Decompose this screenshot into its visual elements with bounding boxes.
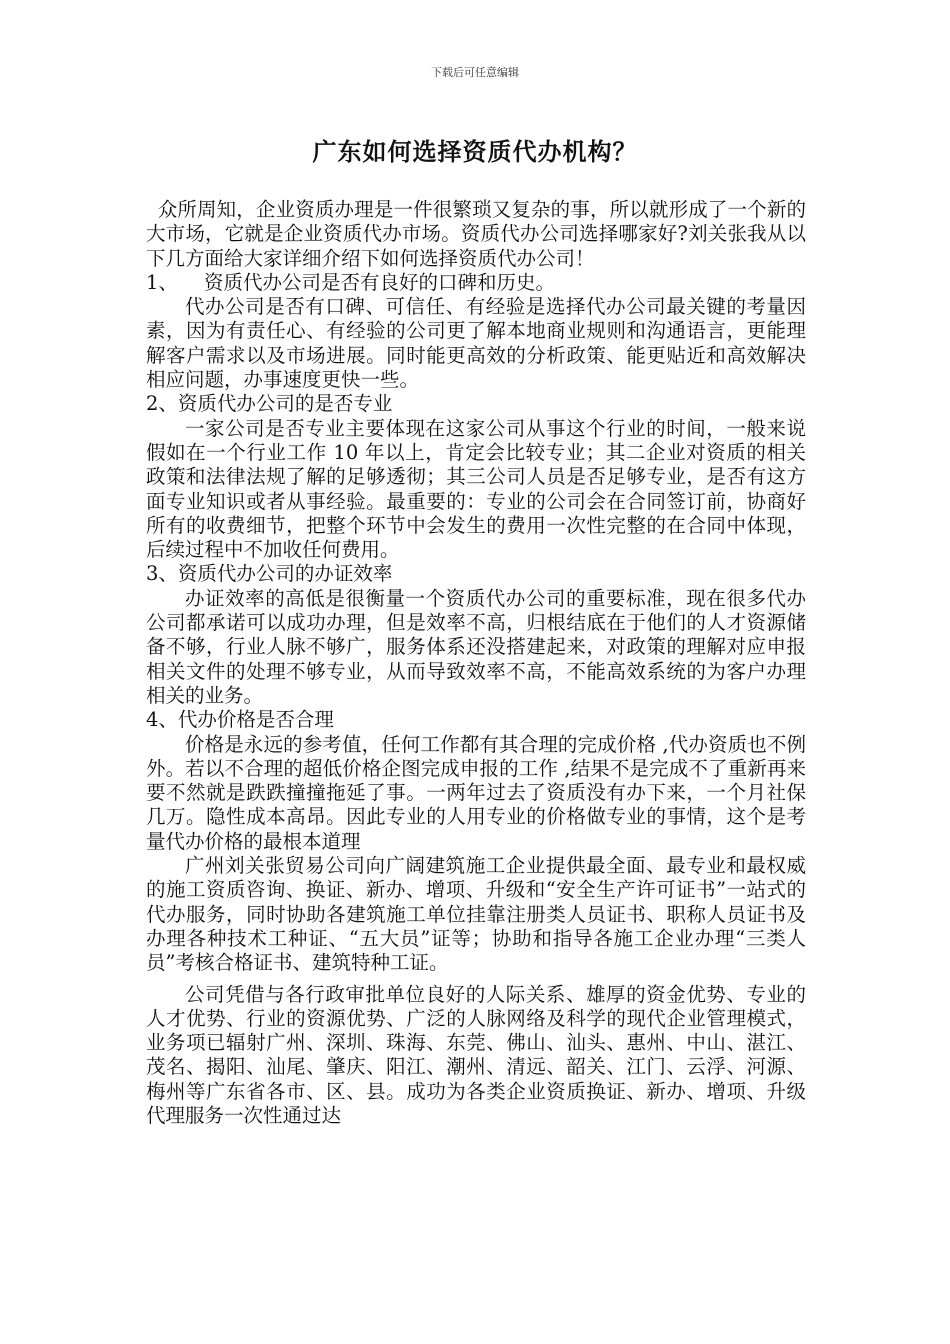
section-body-4: 价格是永远的参考值，任何工作都有其合理的完成价格 ,代办资质也不例外。若以不合理的超低价格企图完成申报的工作 ,结果不是完成不了重新再来要不然就是跌跌撞撞拖延了事。一两年过去了资质没有办下来，一个月社保几万。隐性成本高昂。因此专业的人用专业的价格做专业的事情，这个是考量代办价格的最根本道理 <box>146 732 806 853</box>
document-body <box>146 198 806 1128</box>
section-number: 1、 <box>146 270 178 294</box>
document-title: 广东如何选择资质代办机构？ <box>312 137 638 166</box>
section-heading-text: 资质代办公司是否有良好的口碑和历史。 <box>204 270 556 294</box>
intro-paragraph: 众所周知，企业资质办理是一件很繁琐又复杂的事，所以就形成了一个新的大市场，它就是企业资质代办市场。资质代办公司选择哪家好?刘关张我从以下几方面给大家详细介绍下如何选择资质代办公司！ <box>146 198 806 270</box>
section-body-2: 一家公司是否专业主要体现在这家公司从事这个行业的时间，一般来说假如在一个行业工作 10 年以上，肯定会比较专业；其二企业对资质的相关政策和法律法规了解的足够透彻；其三公司人员是否足够专业，是否有这方面专业知识或者从事经验。最重要的：专业的公司会在合同签订前，协商好所有的收费细节，把整个环节中会发生的费用一次性完整的在合同中体现，后续过程中不加收任何费用。 <box>146 416 806 562</box>
section-body-3: 办证效率的高低是很衡量一个资质代办公司的重要标准，现在很多代办公司都承诺可以成功办理，但是效率不高，归根结底在于他们的人才资源储备不够，行业人脉不够广，服务体系还没搭建起来，对政策的理解对应申报相关文件的处理不够专业，从而导致效率不高，不能高效系统的为客户办理相关的业务。 <box>146 586 806 707</box>
section-heading-3 <box>146 562 806 586</box>
section-heading-4 <box>146 708 806 732</box>
section-number: 4、 <box>146 708 178 732</box>
section-number: 3、 <box>146 562 178 586</box>
section-number: 2、 <box>146 392 178 416</box>
closing-paragraph-1: 广州刘关张贸易公司向广阔建筑施工企业提供最全面、最专业和最权威的施工资质咨询、换证、新办、增项、升级和“安全生产许可证书”一站式的代办服务，同时协助各建筑施工单位挂靠注册类人员证书、职称人员证书及办理各种技术工种证、“五大员”证等；协助和指导各施工企业办理“三类人员”考核合格证书、建筑特种工证。 <box>146 854 806 975</box>
section-body-1: 代办公司是否有口碑、可信任、有经验是选择代办公司最关键的考量因素，因为有责任心、有经验的公司更了解本地商业规则和沟通语言，更能理解客户需求以及市场进展。同时能更高效的分析政策、能更贴近和高效解决相应问题，办事速度更快一些。 <box>146 295 806 392</box>
closing-paragraph-2: 公司凭借与各行政审批单位良好的人际关系、雄厚的资金优势、专业的人才优势、行业的资源优势、广泛的人脉网络及科学的现代企业管理模式，业务项已辐射广州、深圳、珠海、东莞、佛山、汕头、惠州、中山、湛江、茂名、揭阳、汕尾、肇庆、阳江、潮州、清远、韶关、江门、云浮、河源、梅州等广东省各市、区、县。成功为各类企业资质换证、新办、增项、升级代理服务一次性通过达 <box>146 982 806 1127</box>
section-heading-text: 资质代办公司的办证效率 <box>177 562 393 586</box>
section-heading-2 <box>146 392 806 416</box>
section-heading-1 <box>146 271 806 295</box>
header-note: 下载后可任意编辑 <box>431 66 519 79</box>
section-heading-text: 代办价格是否合理 <box>177 708 334 732</box>
section-heading-text: 资质代办公司的是否专业 <box>177 392 393 416</box>
